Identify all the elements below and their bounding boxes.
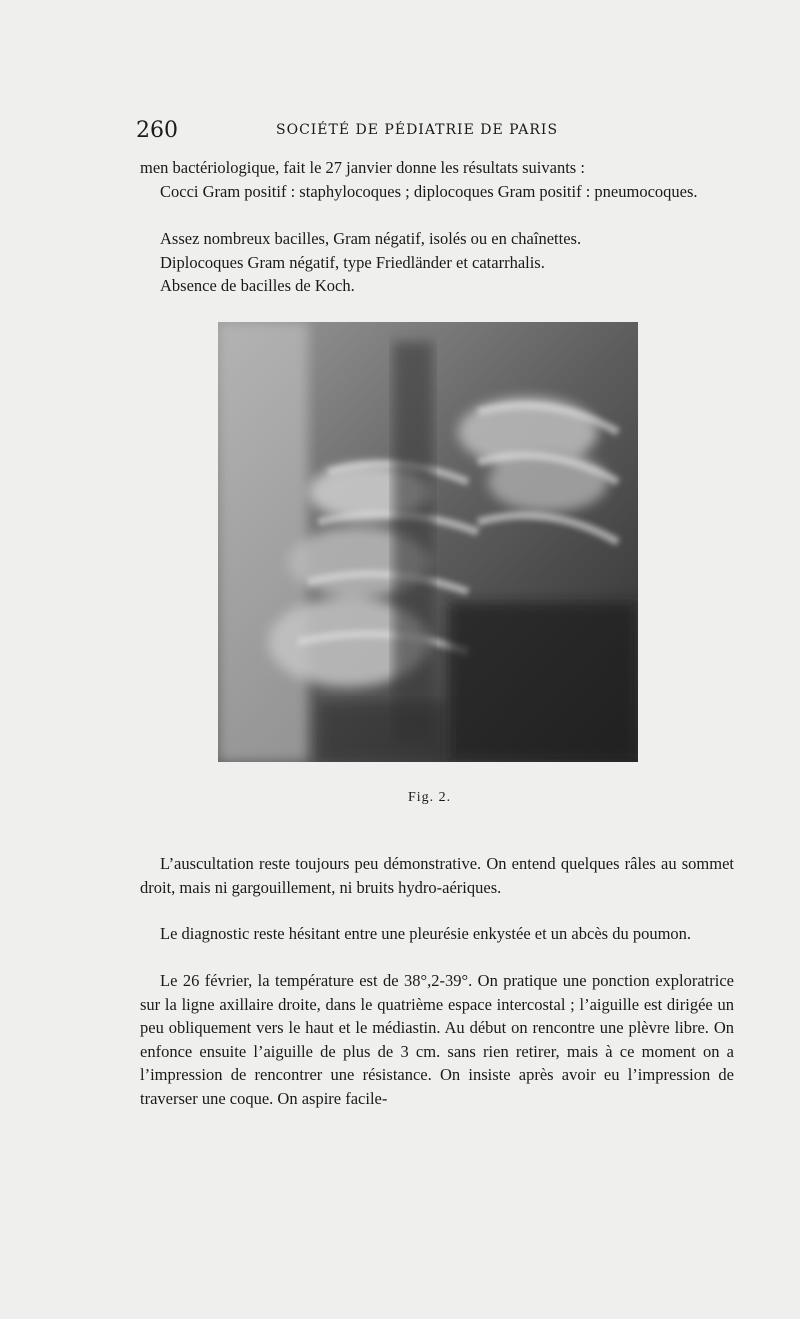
xray-figure	[218, 322, 638, 762]
paragraph-diplocoques: Diplocoques Gram négatif, type Friedländer et catarrhalis.	[160, 253, 545, 272]
paragraph-diagnostic: Le diagnostic reste hésitant entre une pleurésie enkystée et un abcès du poumon.	[160, 924, 692, 943]
paragraph-ponction: Le 26 février, la température est de 38°,2-39°. On pratique une ponction exploratrice sur la ligne axillaire droite, dans le quatrième espace intercostal ; l’aiguille est dirigée un peu obliquement vers le haut et le médiastin. Au début on rencontre une plèvre libre. On enfonce ensuite l’aiguille de plus de 3 cm. sans rien retirer, mais à ce moment on a l’impression de rencontrer une résistance. On insiste après avoir eu l’impression de traverser une coque. On aspire facile-	[140, 971, 734, 1108]
paragraph-bacilles: Assez nombreux bacilles, Gram négatif, isolés ou en chaînettes.	[160, 229, 582, 248]
page-number: 260	[136, 118, 178, 143]
running-head: SOCIÉTÉ DE PÉDIATRIE DE PARIS	[276, 122, 559, 138]
paragraph-koch: Absence de bacilles de Koch.	[160, 276, 355, 295]
paragraph-auscultation: L’auscultation reste toujours peu démonstrative. On entend quelques râles au sommet droit, mais ni gargouillement, ni bruits hydro-aériques.	[140, 854, 734, 897]
paragraph-cocci: Cocci Gram positif : staphylocoques ; diplocoques Gram positif : pneumocoques.	[160, 182, 698, 201]
page-header	[136, 118, 736, 148]
figure-caption: Fig. 2.	[408, 790, 452, 805]
xray-image	[218, 322, 638, 762]
paragraph-exam-result: men bactériologique, fait le 27 janvier donne les résultats suivants :	[140, 158, 585, 177]
